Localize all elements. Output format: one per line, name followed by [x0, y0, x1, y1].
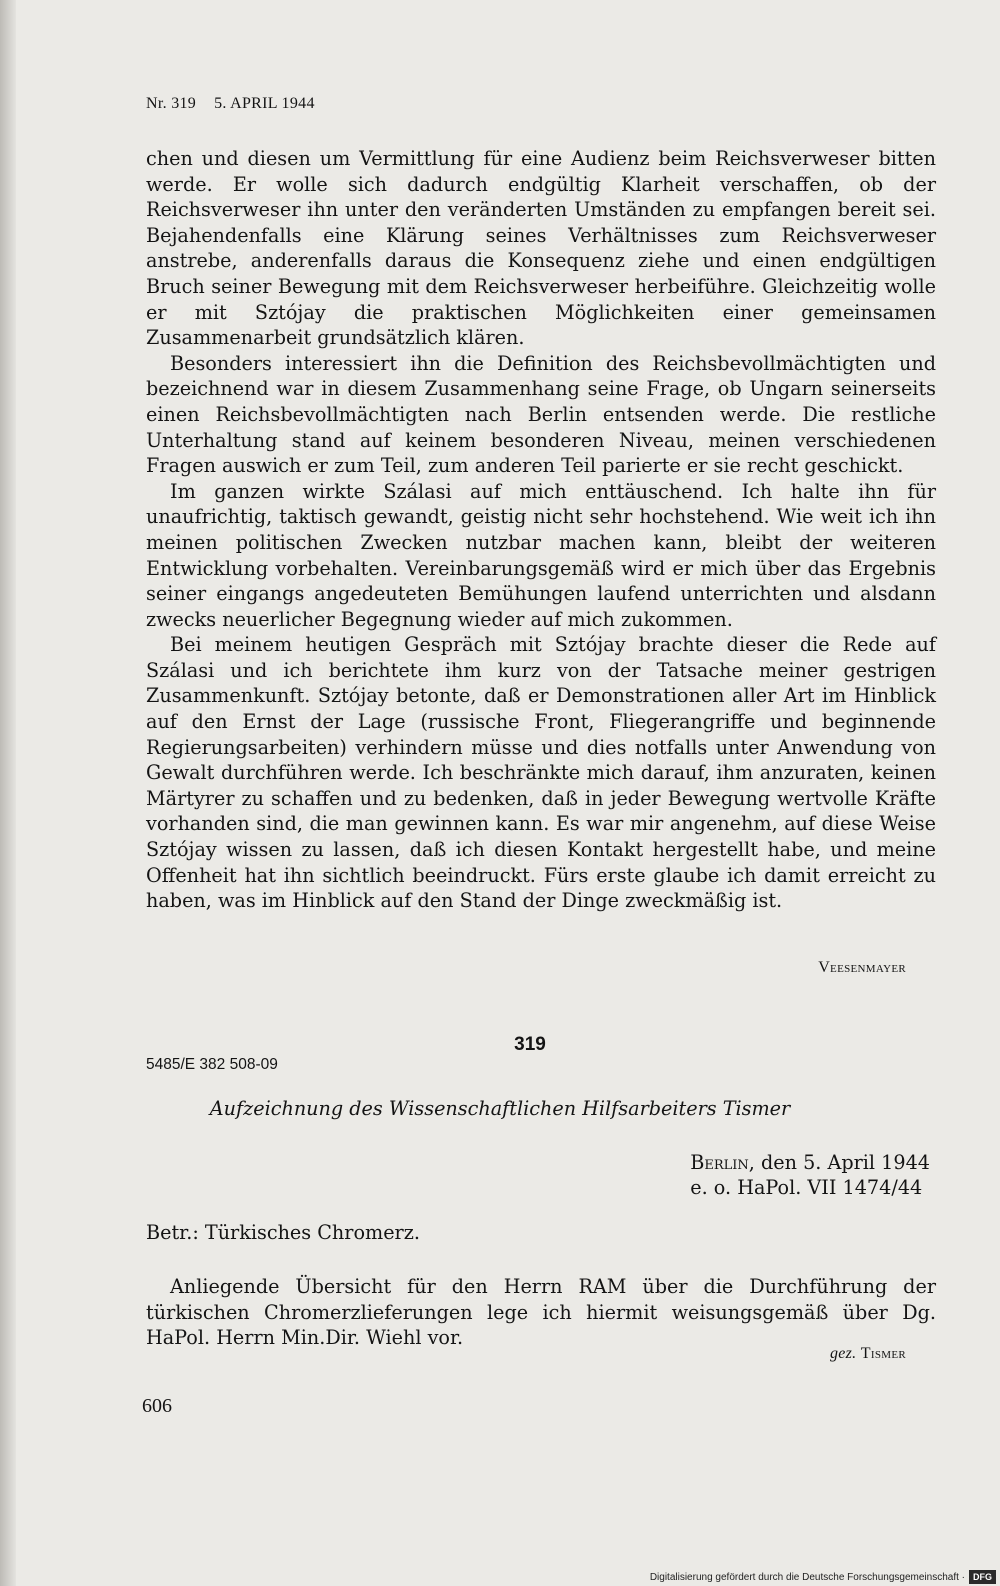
document-title: Aufzeichnung des Wissenschaftlichen Hilfsarbeiters Tismer — [209, 1097, 791, 1120]
page-edge — [0, 0, 16, 1586]
date: , den 5. April 1944 — [748, 1151, 930, 1174]
document-number: 319 — [514, 1034, 546, 1055]
signature-tismer — [830, 1345, 906, 1363]
paragraph: Besonders interessiert ihn die Definition des Reichsbevollmächtigten und bezeichnend war in diesem Zusammenhang seine Frage, ob Ungarn seinerseits einen Reichsbevollmächtigten nach Berlin entsenden werde. Die restliche Unterhaltung stand auf keinem besonderen Niveau, meinen verschiedenen Fragen auswich er zum Teil, zum anderen Teil parierte er sie recht geschickt. — [146, 351, 936, 478]
document-319-text — [146, 1274, 936, 1351]
header-doc-number: Nr. 319 — [146, 95, 197, 112]
place-date-block — [690, 1150, 930, 1200]
footer-text: Digitalisierung gefördert durch die Deutsche Forschungsgemeinschaft · — [649, 1571, 965, 1583]
paragraph: chen und diesen um Vermittlung für eine Audienz beim Reichsverweser bitten werde. Er wolle sich dadurch endgültig Klarheit verschaffen, ob der Reichsverweser ihn unter den veränderten Umständen zu empfangen bereit sei. Bejahendenfalls eine Klärung seines Verhältnisses zum Reichsverweser anstrebe, anderenfalls daraus die Konsequenz ziehe und einen endgültigen Bruch seiner Bewegung mit dem Reichsverweser herbeiführe. Gleichzeitig wolle er mit Sztójay die praktischen Möglichkeiten einer gemeinsamen Zusammenarbeit grundsätzlich klären. — [146, 147, 936, 350]
file-number: e. o. HaPol. VII 1474/44 — [690, 1176, 923, 1199]
signature-veesenmayer: Veesenmayer — [818, 959, 906, 976]
running-header — [146, 95, 333, 113]
document-reference: 5485/E 382 508-09 — [146, 1056, 278, 1073]
header-date: 5. APRIL 1944 — [214, 95, 315, 112]
signature-prefix: gez. — [829, 1345, 857, 1362]
paragraph: Im ganzen wirkte Szálasi auf mich enttäuschend. Ich halte ihn für unaufrichtig, taktisch gewandt, geistig nicht sehr hochstehend. Wie weit ich ihn meinen politischen Zwecken nutzbar machen kann, bleibt der weiteren Entwicklung vorbehalten. Vereinbarungsgemäß wird er mich über das Ergebnis seiner eingangs angedeuteten Bemühungen laufend unterrichten und alsdann zwecks neuerlicher Begegnung wieder auf mich zukommen. — [146, 479, 936, 631]
digitization-footer — [650, 1568, 1000, 1586]
subject-line: Betr.: Türkisches Chromerz. — [146, 1221, 420, 1244]
section-a-text — [146, 146, 936, 914]
paragraph: Anliegende Übersicht für den Herrn RAM über die Durchführung der türkischen Chromerzlieferungen lege ich hiermit weisungsgemäß über Dg. HaPol. Herrn Min.Dir. Wiehl vor. — [146, 1275, 936, 1350]
paragraph: Bei meinem heutigen Gespräch mit Sztójay brachte dieser die Rede auf Szálasi und ich berichtete ihm kurz von der Tatsache meiner gestrigen Zusammenkunft. Sztójay betonte, daß er Demonstrationen aller Art im Hinblick auf den Ernst der Lage (russische Front, Fliegerangriffe und beginnende Regierungsarbeiten) verhindern müsse und dies notfalls unter Anwendung von Gewalt durchführen werde. Ich beschränkte mich darauf, ihm anzuraten, keinen Märtyrer zu schaffen und zu bedenken, daß in jeder Bewegung wertvolle Kräfte vorhanden sind, die man gewinnen kann. Es war mir angenehm, auf diese Weise Sztójay wissen zu lassen, daß ich diesen Kontakt hergestellt habe, und meine Offenheit hat ihn sichtlich beeindruckt. Fürs erste glaube ich damit erreicht zu haben, was im Hinblick auf den Stand der Dinge zweckmäßig ist. — [146, 633, 936, 913]
place: Berlin — [690, 1151, 749, 1174]
signature-name: Tismer — [860, 1345, 906, 1362]
dfg-logo-icon: DFG — [969, 1570, 996, 1584]
page-number: 606 — [142, 1395, 172, 1417]
